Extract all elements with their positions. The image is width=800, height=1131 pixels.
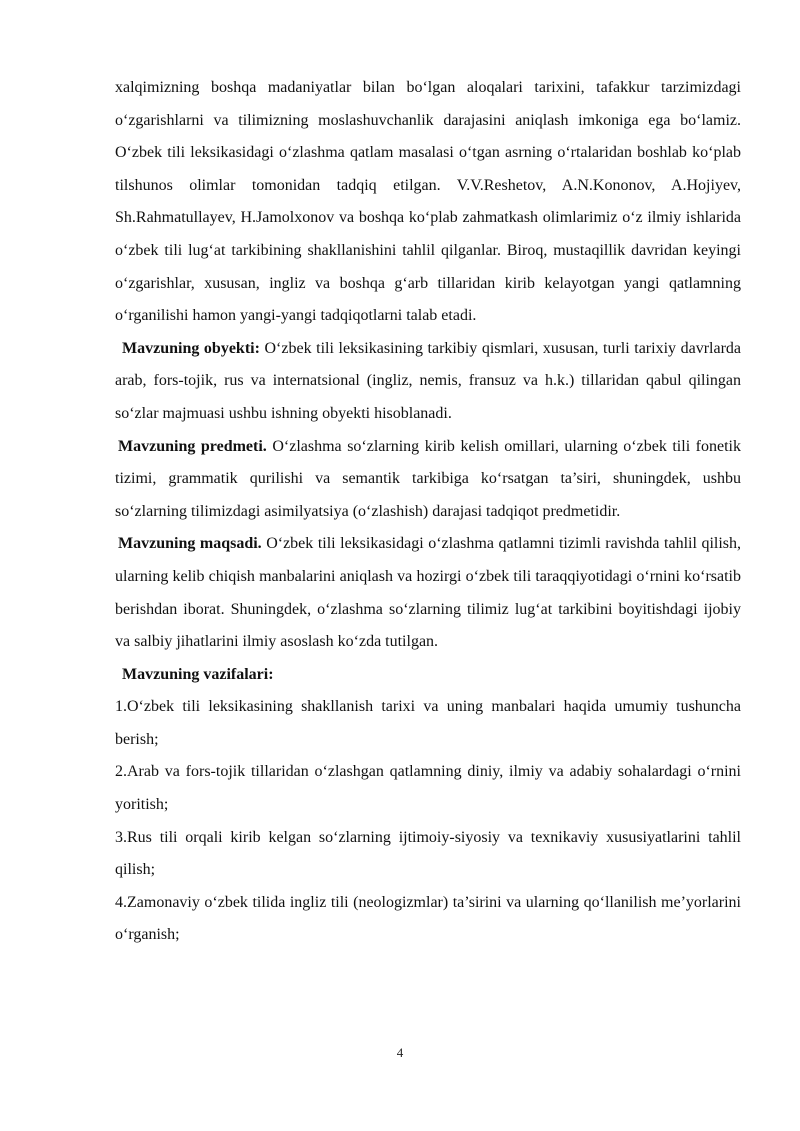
page-number: 4 bbox=[396, 1045, 404, 1060]
object-text: O‘zbek tili leksikasining tarkibiy qismlari, xususan, turli tarixiy davrlarda arab, fors-tojik, rus va internatsional (ingliz, nemis, fransuz va h.k.) tillaridan qabul qilingan so‘zlar majmuasi ushbu ishning obyekti hisoblanadi. bbox=[115, 339, 741, 422]
subject-heading: Mavzuning predmeti. bbox=[118, 437, 267, 455]
subject-text: O‘zlashma so‘zlarning kirib kelish omillari, ularning o‘zbek tili fonetik tizimi, grammatik qurilishi va semantik tarkibiga ko‘rsatgan ta’siri, shuningdek, ushbu so‘zlarning tilimizdagi asimilyatsiya (o‘zlashish) darajasi tadqiqot predmetidir. bbox=[115, 437, 742, 520]
goal-text: O‘zbek tili leksikasidagi o‘zlashma qatlamni tizimli ravishda tahlil qilish, ularning kelib chiqish manbalarini aniqlash va hozirgi o‘zbek tili taraqqiyotidagi o‘rnini ko‘rsatib berishdan iborat. Shuningdek, o‘zlashma so‘zlarning tilimiz lug‘at tarkibini boyitishdagi ijobiy va salbiy jihatlarini ilmiy asoslash ko‘zda tutilgan. bbox=[115, 535, 742, 651]
task-item: 2.Arab va fors-tojik tillaridan o‘zlashgan qatlamning diniy, ilmiy va adabiy sohalardagi o‘rnini yoritish; bbox=[115, 763, 741, 814]
task-item: 3.Rus tili orqali kirib kelgan so‘zlarning ijtimoiy-siyosiy va texnikaviy xususiyatlarini tahlil qilish; bbox=[115, 828, 741, 879]
task-item: 1.O‘zbek tili leksikasining shakllanish tarixi va uning manbalari haqida umumiy tushuncha berish; bbox=[115, 698, 741, 748]
object-paragraph bbox=[115, 333, 741, 431]
tasks-heading-line bbox=[115, 659, 741, 692]
intro-paragraph: xalqimizning boshqa madaniyatlar bilan bo‘lgan aloqalari tarixini, tafakkur tarzimizdagi o‘zgarishlarni va tilimizning moslashuvchanlik darajasini aniqlash imkoniga ega bo‘lamiz. O‘zbek tili leksikasidagi o‘zlashma qatlam masalasi o‘tgan asrning o‘rtalaridan boshlab ko‘plab tilshunos olimlar tomonidan tadqiq etilgan. V.V.Reshetov, A.N.Kononov, A.Hojiyev, Sh.Rahmatullayev, H.Jamolxonov va boshqa ko‘plab zahmatkash olimlarimiz o‘z ilmiy ishlarida o‘zbek tili lug‘at tarkibining shakllanishini tahlil qilganlar. Biroq, mustaqillik davridan keyingi o‘zgarishlar, xususan, ingliz va boshqa g‘arb tillaridan kirib kelayotgan yangi qatlamning o‘rganilishi hamon yangi-yangi tadqiqotlarni talab etadi. bbox=[115, 79, 741, 325]
subject-paragraph bbox=[115, 431, 741, 529]
object-heading: Mavzuning obyekti: bbox=[122, 339, 260, 357]
tasks-heading: Mavzuning vazifalari: bbox=[122, 665, 274, 683]
task-item: 4.Zamonaviy o‘zbek tilida ingliz tili (neologizmlar) ta’sirini va ularning qo‘llanilish me’yorlarini o‘rganish; bbox=[115, 893, 741, 944]
goal-paragraph bbox=[115, 528, 741, 658]
goal-heading: Mavzuning maqsadi. bbox=[118, 535, 262, 553]
document-page bbox=[115, 72, 741, 952]
